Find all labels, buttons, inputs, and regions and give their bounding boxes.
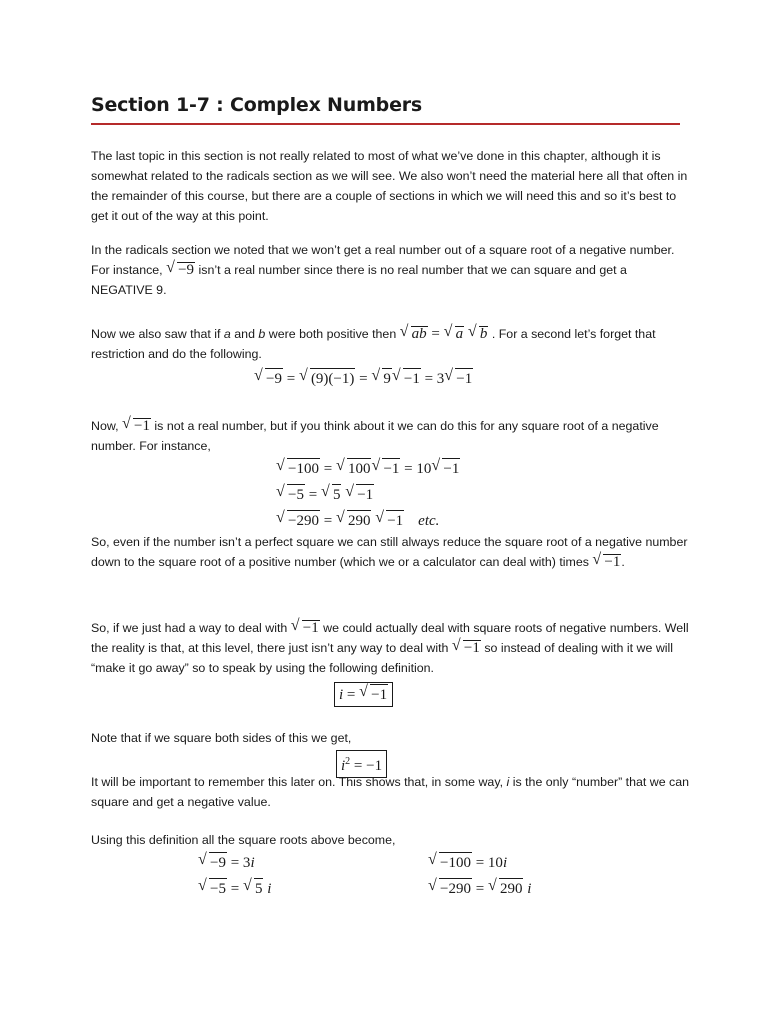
title-underline [91, 123, 680, 125]
text-segment: is the only “number” that we can square and get a negative value. [91, 775, 690, 809]
paragraph-perfect-square: So, even if the number isn’t a perfect square we can still always reduce the square root of a negative number down to the square root of a positive number (which we or a calculator can deal with) times √ −1. [91, 532, 691, 572]
etc-label: etc. [418, 513, 440, 529]
text-segment: So, even if the number isn’t a perfect square we can still always reduce the square root of a negative number down to the square root of a positive number (which we or a calculator can deal with) times [91, 535, 688, 569]
paragraph-radicals-text-2: isn’t a real number since there is no real number that we can square and get a NEGATIVE 9. [91, 263, 627, 297]
paragraph-square-both: Note that if we square both sides of this we get, [91, 731, 352, 745]
text-segment: so instead of dealing with it we will “make it go away” so to speak by using the following definition. [91, 641, 674, 675]
equation-result-neg9: √ −9 = 3i [198, 852, 255, 873]
variable-a: a [223, 327, 231, 341]
section-title: Section 1-7 : Complex Numbers [91, 94, 423, 116]
text-segment: It will be important to remember this later on. This shows that, in some way, [91, 775, 504, 789]
paragraph-remember [91, 772, 691, 812]
text-segment: were both positive then [268, 327, 397, 341]
text-segment: Now, [91, 419, 119, 433]
math-sqrt-neg1: √ −1 [291, 620, 320, 636]
paragraph-sqrt-neg1 [91, 416, 691, 456]
equation-definition-i: i = √ −1 [334, 682, 393, 707]
text-segment: we could actually deal with square roots of negative numbers. Well the reality is that, at this level, there just isn’t any way to deal with [91, 621, 689, 655]
math-sqrt-ab: √ ab = √ a √ b [400, 326, 489, 342]
math-sqrt-neg1: √ −1 [122, 418, 151, 434]
equation-result-neg5: √ −5 = √ 5 i [198, 878, 271, 899]
text-segment: . For a second let’s forget that restriction and do the following. [91, 327, 656, 361]
text-segment: and [234, 327, 255, 341]
equation-result-neg100: √ −100 = 10i [428, 852, 507, 873]
equation-sqrt-neg9-expand: √ −9 = √ (9)(−1) = √ 9√ −1 = 3√ −1 [254, 368, 473, 389]
math-sqrt-neg9: √ −9 [166, 262, 195, 278]
variable-i: i [506, 775, 510, 789]
paragraph-radicals-text-1: In the radicals section we noted that we won’t get a real number out of a square root of a negative number. For instance, [91, 243, 675, 277]
variable-b: b [258, 327, 266, 341]
math-sqrt-neg1: √ −1 [452, 640, 481, 656]
equation-sqrt-neg290: √ −290 = √ 290 √ −1 etc. [276, 510, 439, 531]
text-segment: is not a real number, but if you think about it we can do this for any square root of a negative number. For instance, [91, 419, 659, 453]
paragraph-radicals [91, 240, 691, 300]
equation-result-neg290: √ −290 = √ 290 i [428, 878, 531, 899]
equation-sqrt-neg5: √ −5 = √ 5 √ −1 [276, 484, 374, 505]
math-sqrt-neg1: √ −1 [592, 554, 621, 570]
paragraph-product-rule [91, 324, 691, 364]
equation-i-squared: $i^2 = -1$ [336, 750, 387, 778]
text-segment: So, if we just had a way to deal with [91, 621, 288, 635]
paragraph-definition-lead [91, 618, 691, 678]
equation-sqrt-neg100: √ −100 = √ 100√ −1 = 10√ −1 [276, 458, 460, 479]
text-segment: Now we also saw that if [91, 327, 221, 341]
paragraph-using-definition: Using this definition all the square roots above become, [91, 833, 396, 847]
paragraph-intro: The last topic in this section is not really related to most of what we’ve done in this chapter, although it is somewhat related to the radicals section as we will see. We also won’t need the material here all that often in the remainder of this course, but there are a couple of sections in which we will need this and so it’s best to get it out of the way at this point. [91, 149, 688, 223]
